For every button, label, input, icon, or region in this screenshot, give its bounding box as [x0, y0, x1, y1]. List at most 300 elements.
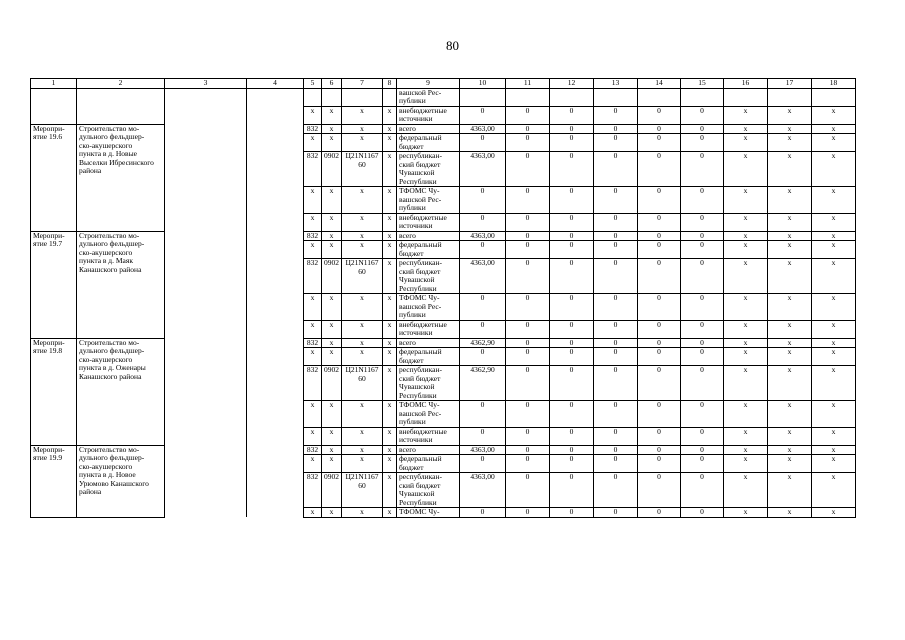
- code-cell: x: [342, 134, 383, 152]
- budget-table: [30, 78, 856, 518]
- value-cell: 0: [594, 259, 638, 294]
- value-cell: 0: [638, 445, 681, 455]
- code-cell: x: [383, 213, 397, 231]
- value-cell: 0: [638, 187, 681, 214]
- column-header-4: 4: [247, 79, 304, 89]
- value-cell: x: [812, 348, 856, 366]
- code-cell: x: [322, 213, 342, 231]
- value-cell: x: [812, 187, 856, 214]
- description-cell: [77, 106, 165, 124]
- code-cell: x: [383, 152, 397, 187]
- code-cell: Ц21N1167 60: [342, 473, 383, 508]
- value-cell: x: [724, 152, 768, 187]
- table-row: [31, 445, 856, 455]
- col-4-cell: [247, 152, 304, 187]
- value-cell: x: [812, 338, 856, 348]
- value-cell: x: [812, 231, 856, 241]
- value-cell: 0: [681, 348, 724, 366]
- value-cell: 0: [460, 213, 506, 231]
- value-cell: 0: [506, 455, 550, 473]
- value-cell: 0: [460, 320, 506, 338]
- value-cell: x: [724, 401, 768, 428]
- col-3-cell: [165, 187, 247, 214]
- value-cell: x: [768, 401, 812, 428]
- col-3-cell: [165, 294, 247, 321]
- value-cell: 0: [594, 124, 638, 134]
- value-cell: 0: [638, 427, 681, 445]
- code-cell: 0902: [322, 152, 342, 187]
- code-cell: 832: [304, 259, 322, 294]
- value-cell: 0: [638, 134, 681, 152]
- description-cell: [77, 88, 165, 106]
- value-cell: 0: [681, 241, 724, 259]
- col-4-cell: [247, 401, 304, 428]
- value-cell: 0: [460, 241, 506, 259]
- funding-source-cell: республикан- ский бюджет Чувашской Республики: [397, 366, 460, 401]
- col-3-cell: [165, 231, 247, 241]
- value-cell: 0: [594, 231, 638, 241]
- value-cell: 0: [594, 241, 638, 259]
- value-cell: [638, 88, 681, 106]
- value-cell: x: [724, 508, 768, 518]
- value-cell: x: [724, 213, 768, 231]
- code-cell: x: [383, 445, 397, 455]
- value-cell: 0: [681, 294, 724, 321]
- value-cell: 0: [681, 231, 724, 241]
- col-3-cell: [165, 455, 247, 473]
- value-cell: [550, 88, 594, 106]
- value-cell: x: [768, 473, 812, 508]
- code-cell: x: [383, 294, 397, 321]
- col-3-cell: [165, 241, 247, 259]
- measure-label: Меропри- ятие 19.6: [31, 124, 77, 231]
- code-cell: x: [304, 294, 322, 321]
- table-row: [31, 338, 856, 348]
- value-cell: 0: [460, 294, 506, 321]
- code-cell: [342, 88, 383, 106]
- value-cell: x: [724, 427, 768, 445]
- code-cell: x: [304, 427, 322, 445]
- value-cell: 0: [594, 445, 638, 455]
- code-cell: x: [342, 401, 383, 428]
- funding-source-cell: всего: [397, 445, 460, 455]
- measure-description: Строительство мо- дульного фельдшер- ско-акушерского пункта в д. Новые Выселки Ибресинского района: [77, 124, 165, 231]
- value-cell: 0: [638, 241, 681, 259]
- column-header-6: 6: [322, 79, 342, 89]
- value-cell: 0: [506, 241, 550, 259]
- value-cell: 0: [681, 338, 724, 348]
- table-row: [31, 106, 856, 124]
- col-4-cell: [247, 348, 304, 366]
- value-cell: x: [768, 320, 812, 338]
- code-cell: 0902: [322, 366, 342, 401]
- table-row: [31, 231, 856, 241]
- value-cell: 0: [638, 259, 681, 294]
- funding-source-cell: всего: [397, 124, 460, 134]
- value-cell: 0: [550, 124, 594, 134]
- value-cell: 0: [460, 348, 506, 366]
- code-cell: 832: [304, 473, 322, 508]
- value-cell: 0: [506, 348, 550, 366]
- col-3-cell: [165, 88, 247, 106]
- value-cell: x: [768, 348, 812, 366]
- code-cell: x: [342, 348, 383, 366]
- value-cell: x: [768, 455, 812, 473]
- code-cell: x: [304, 320, 322, 338]
- code-cell: x: [383, 134, 397, 152]
- value-cell: 0: [594, 320, 638, 338]
- funding-source-cell: ТФОМС Чу-: [397, 508, 460, 518]
- code-cell: 0902: [322, 259, 342, 294]
- value-cell: x: [768, 231, 812, 241]
- funding-source-cell: республикан- ский бюджет Чувашской Республики: [397, 259, 460, 294]
- value-cell: 0: [594, 294, 638, 321]
- value-cell: 0: [638, 294, 681, 321]
- value-cell: [812, 88, 856, 106]
- code-cell: 0902: [322, 473, 342, 508]
- value-cell: 0: [460, 455, 506, 473]
- funding-source-cell: федеральный бюджет: [397, 134, 460, 152]
- value-cell: [594, 88, 638, 106]
- code-cell: x: [383, 231, 397, 241]
- value-cell: 0: [550, 427, 594, 445]
- value-cell: 0: [506, 213, 550, 231]
- col-4-cell: [247, 124, 304, 134]
- funding-source-cell: внебюджетные источники: [397, 320, 460, 338]
- page-number: 80: [446, 38, 459, 53]
- value-cell: x: [812, 445, 856, 455]
- value-cell: 0: [506, 401, 550, 428]
- code-cell: 832: [304, 366, 322, 401]
- value-cell: 0: [638, 338, 681, 348]
- value-cell: 0: [681, 106, 724, 124]
- measure-label: Меропри- ятие 19.7: [31, 231, 77, 338]
- value-cell: 0: [506, 508, 550, 518]
- code-cell: x: [342, 124, 383, 134]
- code-cell: [304, 88, 322, 106]
- table-row: [31, 124, 856, 134]
- value-cell: 0: [460, 187, 506, 214]
- value-cell: [724, 88, 768, 106]
- code-cell: [383, 88, 397, 106]
- value-cell: 4363,00: [460, 152, 506, 187]
- value-cell: 0: [681, 213, 724, 231]
- value-cell: 0: [460, 106, 506, 124]
- value-cell: 0: [638, 455, 681, 473]
- value-cell: 0: [460, 134, 506, 152]
- value-cell: 4362,90: [460, 338, 506, 348]
- value-cell: 0: [550, 366, 594, 401]
- value-cell: 0: [681, 401, 724, 428]
- col-3-cell: [165, 259, 247, 294]
- code-cell: x: [322, 187, 342, 214]
- value-cell: 0: [594, 427, 638, 445]
- code-cell: x: [342, 187, 383, 214]
- value-cell: 0: [550, 213, 594, 231]
- col-3-cell: [165, 338, 247, 348]
- code-cell: x: [304, 187, 322, 214]
- value-cell: x: [724, 348, 768, 366]
- value-cell: 0: [506, 473, 550, 508]
- value-cell: 0: [681, 366, 724, 401]
- value-cell: x: [768, 366, 812, 401]
- value-cell: 0: [681, 152, 724, 187]
- value-cell: 4363,00: [460, 445, 506, 455]
- code-cell: x: [342, 213, 383, 231]
- code-cell: 832: [304, 231, 322, 241]
- value-cell: 0: [681, 134, 724, 152]
- column-header-11: 11: [506, 79, 550, 89]
- col-4-cell: [247, 106, 304, 124]
- code-cell: 832: [304, 152, 322, 187]
- code-cell: x: [304, 134, 322, 152]
- column-header-13: 13: [594, 79, 638, 89]
- col-3-cell: [165, 320, 247, 338]
- value-cell: x: [812, 124, 856, 134]
- code-cell: x: [304, 106, 322, 124]
- value-cell: 0: [550, 259, 594, 294]
- value-cell: [506, 88, 550, 106]
- col-3-cell: [165, 401, 247, 428]
- value-cell: x: [768, 134, 812, 152]
- code-cell: x: [383, 473, 397, 508]
- code-cell: x: [383, 455, 397, 473]
- col-4-cell: [247, 134, 304, 152]
- value-cell: 0: [550, 134, 594, 152]
- value-cell: 0: [638, 152, 681, 187]
- column-header-3: 3: [165, 79, 247, 89]
- code-cell: x: [342, 445, 383, 455]
- code-cell: Ц21N1167 60: [342, 259, 383, 294]
- value-cell: 0: [681, 187, 724, 214]
- value-cell: 4363,00: [460, 473, 506, 508]
- value-cell: 4363,00: [460, 124, 506, 134]
- value-cell: 0: [594, 134, 638, 152]
- value-cell: 0: [506, 445, 550, 455]
- funding-source-cell: республикан- ский бюджет Чувашской Республики: [397, 152, 460, 187]
- code-cell: x: [304, 455, 322, 473]
- col-4-cell: [247, 294, 304, 321]
- value-cell: x: [768, 152, 812, 187]
- value-cell: x: [812, 508, 856, 518]
- col-3-cell: [165, 152, 247, 187]
- value-cell: 0: [594, 187, 638, 214]
- code-cell: [322, 88, 342, 106]
- measure-description: Строительство мо- дульного фельдшер- ско-акушерского пункта в д. Маяк Канашского района: [77, 231, 165, 338]
- value-cell: 0: [550, 338, 594, 348]
- col-3-cell: [165, 445, 247, 455]
- value-cell: x: [812, 213, 856, 231]
- value-cell: x: [812, 294, 856, 321]
- value-cell: 0: [594, 348, 638, 366]
- column-header-9: 9: [397, 79, 460, 89]
- code-cell: x: [304, 508, 322, 518]
- code-cell: x: [342, 320, 383, 338]
- code-cell: 832: [304, 445, 322, 455]
- value-cell: 0: [550, 231, 594, 241]
- value-cell: 0: [550, 508, 594, 518]
- value-cell: 0: [681, 508, 724, 518]
- value-cell: 0: [681, 455, 724, 473]
- col-4-cell: [247, 320, 304, 338]
- value-cell: 0: [681, 473, 724, 508]
- value-cell: x: [768, 508, 812, 518]
- funding-source-cell: республикан- ский бюджет Чувашской Республики: [397, 473, 460, 508]
- value-cell: x: [812, 473, 856, 508]
- value-cell: 0: [594, 401, 638, 428]
- value-cell: 0: [460, 508, 506, 518]
- value-cell: 0: [460, 401, 506, 428]
- col-3-cell: [165, 366, 247, 401]
- code-cell: x: [383, 348, 397, 366]
- code-cell: x: [342, 231, 383, 241]
- code-cell: x: [304, 401, 322, 428]
- col-3-cell: [165, 348, 247, 366]
- value-cell: 0: [550, 348, 594, 366]
- col-3-cell: [165, 427, 247, 445]
- value-cell: 0: [638, 473, 681, 508]
- value-cell: 0: [506, 338, 550, 348]
- funding-source-cell: внебюджетные источники: [397, 106, 460, 124]
- value-cell: 0: [594, 152, 638, 187]
- value-cell: [460, 88, 506, 106]
- column-header-17: 17: [768, 79, 812, 89]
- value-cell: x: [812, 241, 856, 259]
- value-cell: 0: [550, 294, 594, 321]
- value-cell: [768, 88, 812, 106]
- value-cell: x: [724, 320, 768, 338]
- value-cell: 0: [681, 320, 724, 338]
- col-3-cell: [165, 124, 247, 134]
- value-cell: 0: [594, 106, 638, 124]
- value-cell: 0: [506, 134, 550, 152]
- code-cell: x: [383, 241, 397, 259]
- value-cell: 0: [550, 320, 594, 338]
- column-header-15: 15: [681, 79, 724, 89]
- value-cell: x: [724, 231, 768, 241]
- value-cell: 0: [638, 213, 681, 231]
- value-cell: 0: [594, 213, 638, 231]
- code-cell: x: [322, 445, 342, 455]
- value-cell: 0: [638, 401, 681, 428]
- value-cell: [681, 88, 724, 106]
- value-cell: x: [768, 427, 812, 445]
- code-cell: x: [383, 106, 397, 124]
- col-4-cell: [247, 213, 304, 231]
- value-cell: 0: [550, 187, 594, 214]
- value-cell: 0: [550, 401, 594, 428]
- col-3-cell: [165, 134, 247, 152]
- value-cell: x: [724, 294, 768, 321]
- value-cell: x: [724, 106, 768, 124]
- code-cell: x: [322, 401, 342, 428]
- value-cell: x: [812, 366, 856, 401]
- code-cell: x: [322, 134, 342, 152]
- value-cell: x: [812, 455, 856, 473]
- value-cell: 0: [506, 231, 550, 241]
- code-cell: x: [322, 294, 342, 321]
- value-cell: 0: [506, 259, 550, 294]
- value-cell: 0: [594, 473, 638, 508]
- funding-source-cell: внебюджетные источники: [397, 213, 460, 231]
- code-cell: x: [304, 348, 322, 366]
- value-cell: x: [768, 106, 812, 124]
- value-cell: 0: [594, 338, 638, 348]
- value-cell: 0: [550, 455, 594, 473]
- code-cell: x: [322, 124, 342, 134]
- measure-label: Меропри- ятие 19.8: [31, 338, 77, 445]
- col-4-cell: [247, 231, 304, 241]
- column-header-16: 16: [724, 79, 768, 89]
- code-cell: x: [342, 338, 383, 348]
- funding-source-cell: ТФОМС Чу- вашской Рес- публики: [397, 187, 460, 214]
- value-cell: x: [724, 134, 768, 152]
- col-3-cell: [165, 106, 247, 124]
- value-cell: x: [724, 445, 768, 455]
- value-cell: 0: [594, 508, 638, 518]
- value-cell: 4362,90: [460, 366, 506, 401]
- code-cell: x: [342, 508, 383, 518]
- value-cell: 0: [550, 106, 594, 124]
- value-cell: 0: [550, 445, 594, 455]
- funding-source-cell: федеральный бюджет: [397, 348, 460, 366]
- column-header-8: 8: [383, 79, 397, 89]
- code-cell: x: [322, 241, 342, 259]
- col-4-cell: [247, 427, 304, 445]
- code-cell: x: [383, 187, 397, 214]
- value-cell: x: [768, 338, 812, 348]
- value-cell: x: [724, 455, 768, 473]
- col-4-cell: [247, 473, 304, 508]
- col-4-cell: [247, 259, 304, 294]
- value-cell: 0: [594, 455, 638, 473]
- code-cell: x: [383, 338, 397, 348]
- value-cell: x: [812, 427, 856, 445]
- value-cell: x: [812, 259, 856, 294]
- code-cell: x: [322, 338, 342, 348]
- value-cell: 0: [594, 366, 638, 401]
- column-header-2: 2: [77, 79, 165, 89]
- code-cell: x: [322, 455, 342, 473]
- value-cell: 0: [638, 320, 681, 338]
- code-cell: x: [383, 259, 397, 294]
- col-4-cell: [247, 445, 304, 455]
- code-cell: x: [342, 427, 383, 445]
- code-cell: x: [383, 124, 397, 134]
- measure-label: Меропри- ятие 19.9: [31, 445, 77, 517]
- label-cell: [31, 88, 77, 106]
- value-cell: 0: [506, 124, 550, 134]
- value-cell: x: [768, 294, 812, 321]
- value-cell: 0: [550, 152, 594, 187]
- funding-source-cell: вашской Рес- публики: [397, 88, 460, 106]
- col-4-cell: [247, 508, 304, 518]
- code-cell: Ц21N1167 60: [342, 366, 383, 401]
- measure-description: Строительство мо- дульного фельдшер- ско-акушерского пункта в д. Оженары Канашского района: [77, 338, 165, 445]
- funding-source-cell: ТФОМС Чу- вашской Рес- публики: [397, 401, 460, 428]
- value-cell: x: [768, 241, 812, 259]
- value-cell: x: [768, 213, 812, 231]
- code-cell: x: [322, 106, 342, 124]
- code-cell: x: [342, 106, 383, 124]
- col-3-cell: [165, 508, 247, 518]
- header-row: [31, 79, 856, 89]
- code-cell: x: [383, 320, 397, 338]
- code-cell: x: [383, 401, 397, 428]
- code-cell: x: [322, 348, 342, 366]
- value-cell: 0: [506, 427, 550, 445]
- value-cell: x: [812, 134, 856, 152]
